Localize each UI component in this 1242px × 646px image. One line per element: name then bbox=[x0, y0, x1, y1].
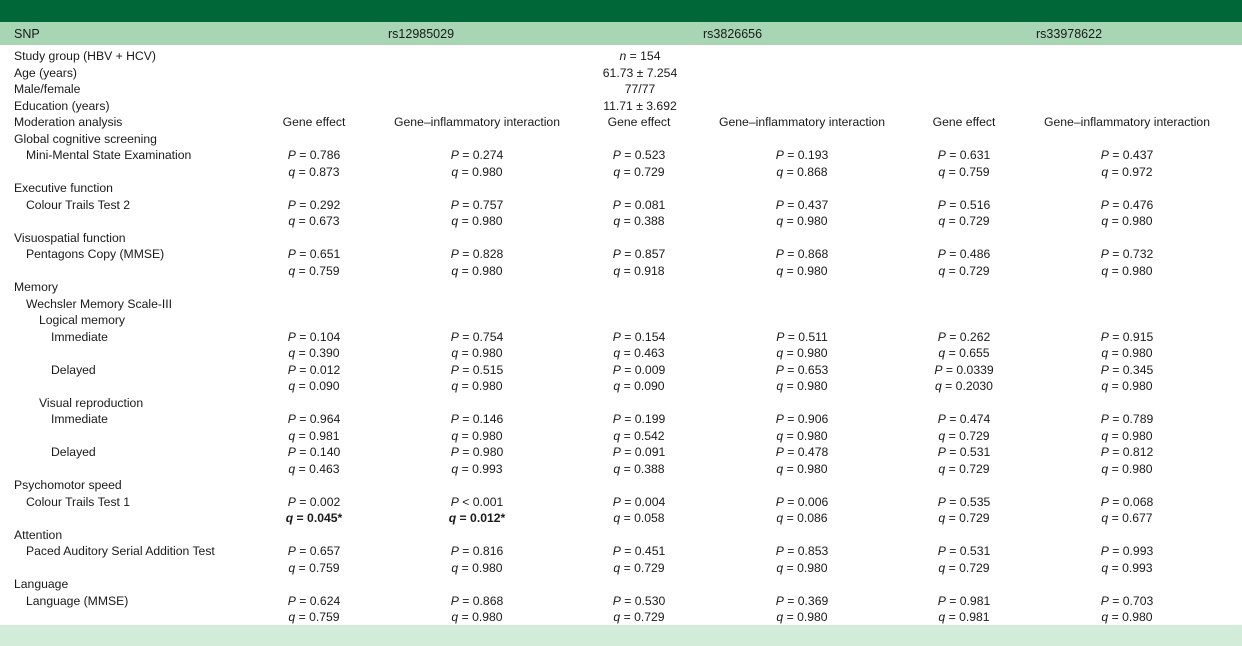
table-bottom-bar bbox=[0, 625, 1242, 646]
moderation-column-header: Gene effect bbox=[282, 115, 346, 129]
demographic-row bbox=[0, 98, 1242, 115]
q-value-row bbox=[0, 164, 1242, 181]
row-label: Wechsler Memory Scale-III bbox=[26, 296, 173, 311]
p-value-row bbox=[0, 329, 1242, 346]
p-value-row bbox=[0, 197, 1242, 214]
q-value-cell: q = 0.759 bbox=[288, 610, 340, 624]
p-value-cell: P = 0.511 bbox=[776, 329, 828, 344]
row-label: Pentagons Copy (MMSE) bbox=[26, 247, 165, 261]
q-value-cell: q = 0.655 bbox=[938, 346, 990, 360]
p-value-cell: P = 0.868 bbox=[775, 247, 829, 261]
moderation-column-header: Gene–inflammatory interaction bbox=[394, 115, 560, 129]
p-value-cell: P = 0.868 bbox=[450, 593, 504, 608]
demographic-row bbox=[0, 65, 1242, 82]
q-value-cell: q = 0.673 bbox=[288, 214, 340, 228]
q-value-cell: q = 0.090 bbox=[613, 379, 665, 393]
p-value-row bbox=[0, 411, 1242, 428]
q-value-cell: q = 0.729 bbox=[613, 560, 665, 575]
row-label: Education (years) bbox=[14, 98, 110, 113]
q-value-cell: q = 0.980 bbox=[776, 461, 828, 476]
moderation-column-header: Gene effect bbox=[607, 115, 671, 129]
q-value-cell: q = 0.980 bbox=[1101, 346, 1153, 360]
p-value-cell: P = 0.262 bbox=[937, 329, 991, 344]
moderation-analysis-row bbox=[0, 114, 1242, 131]
p-value-cell: P = 0.789 bbox=[1100, 412, 1154, 426]
section-label-row bbox=[0, 296, 1242, 313]
section-label-row bbox=[0, 180, 1242, 197]
p-value-cell: P = 0.476 bbox=[1100, 197, 1154, 212]
p-value-cell: P = 0.516 bbox=[937, 197, 991, 212]
p-value-cell: P = 0.292 bbox=[287, 197, 341, 212]
p-value-cell: P = 0.437 bbox=[775, 197, 829, 212]
q-value-cell: q = 0.868 bbox=[776, 164, 828, 179]
q-value-cell: q = 0.058 bbox=[613, 511, 665, 525]
section-label-row bbox=[0, 230, 1242, 247]
row-label: Colour Trails Test 2 bbox=[26, 197, 131, 212]
table-top-bar bbox=[0, 0, 1242, 22]
q-value-cell: q = 0.980 bbox=[1101, 428, 1153, 443]
p-value-cell: P = 0.657 bbox=[287, 544, 341, 558]
p-value-row bbox=[0, 246, 1242, 263]
p-value-row bbox=[0, 543, 1242, 560]
q-value-cell: q = 0.729 bbox=[613, 164, 665, 179]
row-label: Delayed bbox=[51, 445, 96, 459]
q-value-cell: q = 0.980 bbox=[451, 346, 503, 360]
p-value-cell: P = 0.437 bbox=[1100, 148, 1154, 162]
row-label: Study group (HBV + HCV) bbox=[14, 49, 156, 63]
p-value-cell: P = 0.857 bbox=[612, 247, 666, 261]
p-value-cell: P = 0.535 bbox=[937, 494, 991, 509]
moderation-column-header: Gene–inflammatory interaction bbox=[1044, 115, 1210, 129]
section-label-row bbox=[0, 279, 1242, 296]
p-value-cell: P = 0.631 bbox=[937, 148, 991, 162]
p-value-cell: P = 0.812 bbox=[1100, 445, 1154, 459]
q-value-cell: q = 0.980 bbox=[776, 610, 828, 624]
demographic-value: n = 154 bbox=[619, 49, 661, 63]
q-value-cell: q = 0.972 bbox=[1101, 164, 1153, 179]
p-value-cell: P = 0.002 bbox=[287, 494, 341, 509]
section-label-row bbox=[0, 477, 1242, 494]
row-label: Language bbox=[14, 577, 69, 591]
demographic-row bbox=[0, 48, 1242, 65]
section-label-row bbox=[0, 131, 1242, 148]
section-label-row bbox=[0, 395, 1242, 412]
q-value-row bbox=[0, 263, 1242, 280]
table-header-row bbox=[0, 22, 1242, 45]
row-label: Male/female bbox=[14, 82, 81, 96]
row-label: Psychomotor speed bbox=[14, 478, 122, 492]
p-value-cell: P = 0.486 bbox=[937, 247, 991, 261]
q-value-cell: q = 0.980 bbox=[1101, 263, 1153, 278]
q-value-row bbox=[0, 378, 1242, 395]
q-value-cell: q = 0.918 bbox=[613, 263, 665, 278]
p-value-cell: P = 0.451 bbox=[612, 544, 666, 558]
p-value-cell: P = 0.828 bbox=[450, 247, 504, 261]
q-value-cell: q = 0.542 bbox=[613, 428, 665, 443]
row-label: Mini-Mental State Examination bbox=[26, 148, 192, 162]
p-value-cell: P = 0.199 bbox=[612, 412, 666, 426]
p-value-cell: P = 0.274 bbox=[450, 148, 504, 162]
q-value-row bbox=[0, 461, 1242, 478]
p-value-cell: P = 0.146 bbox=[450, 412, 504, 426]
p-value-row bbox=[0, 444, 1242, 461]
row-label: Age (years) bbox=[14, 65, 77, 80]
q-value-cell: q = 0.980 bbox=[776, 379, 828, 393]
q-value-cell: q = 0.729 bbox=[938, 560, 990, 575]
q-value-cell: q = 0.980 bbox=[1101, 379, 1153, 393]
p-value-row bbox=[0, 593, 1242, 610]
q-value-cell: q = 0.980 bbox=[451, 164, 503, 179]
p-value-cell: P = 0.980 bbox=[450, 445, 504, 459]
p-value-cell: P = 0.786 bbox=[287, 148, 341, 162]
p-value-cell: P = 0.515 bbox=[450, 362, 504, 377]
p-value-cell: P = 0.081 bbox=[612, 197, 666, 212]
p-value-cell: P = 0.012 bbox=[287, 362, 341, 377]
row-label: Visuospatial function bbox=[14, 230, 126, 245]
demographic-value: 77/77 bbox=[624, 82, 656, 96]
q-value-cell: q = 0.045* bbox=[285, 511, 343, 525]
q-value-row bbox=[0, 345, 1242, 362]
p-value-row bbox=[0, 147, 1242, 164]
q-value-cell: q = 0.012* bbox=[448, 511, 506, 525]
p-value-cell: P = 0.478 bbox=[775, 445, 829, 459]
q-value-cell: q = 0.729 bbox=[938, 511, 990, 525]
row-label: Attention bbox=[14, 527, 63, 542]
p-value-cell: P = 0.009 bbox=[612, 362, 666, 377]
q-value-cell: q = 0.980 bbox=[451, 379, 503, 393]
moderation-column-header: Gene–inflammatory interaction bbox=[719, 115, 885, 129]
p-value-cell: P = 0.474 bbox=[937, 412, 991, 426]
row-label: Logical memory bbox=[39, 313, 126, 327]
row-label: Moderation analysis bbox=[14, 115, 123, 129]
moderation-column-header: Gene effect bbox=[932, 115, 996, 129]
p-value-cell: P = 0.915 bbox=[1100, 329, 1154, 344]
p-value-cell: P = 0.091 bbox=[612, 445, 666, 459]
p-value-cell: P = 0.154 bbox=[612, 329, 666, 344]
p-value-cell: P = 0.754 bbox=[450, 329, 504, 344]
q-value-cell: q = 0.993 bbox=[451, 461, 503, 476]
p-value-row bbox=[0, 494, 1242, 511]
p-value-cell: P = 0.531 bbox=[937, 445, 991, 459]
q-value-row bbox=[0, 510, 1242, 527]
p-value-cell: P = 0.853 bbox=[775, 544, 829, 558]
p-value-cell: P = 0.523 bbox=[612, 148, 666, 162]
q-value-cell: q = 0.980 bbox=[451, 610, 503, 624]
row-label: Memory bbox=[14, 280, 59, 294]
q-value-cell: q = 0.729 bbox=[613, 610, 665, 624]
p-value-cell: P = 0.068 bbox=[1100, 494, 1154, 509]
q-value-cell: q = 0.980 bbox=[776, 428, 828, 443]
q-value-cell: q = 0.090 bbox=[288, 379, 340, 393]
table-body bbox=[0, 45, 1242, 625]
q-value-cell: q = 0.388 bbox=[613, 214, 665, 228]
q-value-cell: q = 0.729 bbox=[938, 214, 990, 228]
q-value-cell: q = 0.729 bbox=[938, 428, 990, 443]
p-value-cell: P = 0.703 bbox=[1100, 593, 1154, 608]
q-value-cell: q = 0.2030 bbox=[935, 379, 993, 393]
p-value-cell: P = 0.816 bbox=[450, 544, 504, 558]
row-label: Language (MMSE) bbox=[26, 593, 129, 608]
p-value-cell: P = 0.140 bbox=[287, 445, 341, 459]
q-value-cell: q = 0.463 bbox=[613, 346, 665, 360]
q-value-cell: q = 0.390 bbox=[288, 346, 340, 360]
section-label-row bbox=[0, 527, 1242, 544]
p-value-cell: P = 0.345 bbox=[1100, 362, 1154, 377]
demographic-row bbox=[0, 81, 1242, 98]
p-value-cell: P = 0.006 bbox=[775, 494, 829, 509]
snp-header-label: SNP bbox=[14, 27, 40, 41]
q-value-cell: q = 0.759 bbox=[288, 263, 340, 278]
q-value-cell: q = 0.086 bbox=[776, 511, 828, 525]
demographic-value: 11.71 ± 3.692 bbox=[603, 98, 677, 113]
q-value-cell: q = 0.759 bbox=[938, 164, 990, 179]
section-label-row bbox=[0, 576, 1242, 593]
q-value-cell: q = 0.980 bbox=[776, 214, 828, 228]
p-value-cell: P = 0.530 bbox=[612, 593, 666, 608]
p-value-cell: P = 0.0339 bbox=[934, 362, 994, 377]
row-label: Paced Auditory Serial Addition Test bbox=[26, 544, 215, 558]
q-value-cell: q = 0.980 bbox=[776, 263, 828, 278]
q-value-cell: q = 0.980 bbox=[1101, 461, 1153, 476]
snp-header-rs12985029: rs12985029 bbox=[388, 27, 455, 41]
q-value-cell: q = 0.980 bbox=[776, 560, 828, 575]
p-value-cell: P = 0.004 bbox=[612, 494, 666, 509]
q-value-row bbox=[0, 213, 1242, 230]
p-value-cell: P = 0.964 bbox=[287, 412, 341, 426]
p-value-cell: P = 0.906 bbox=[775, 412, 829, 426]
p-value-cell: P = 0.732 bbox=[1100, 247, 1154, 261]
p-value-cell: P = 0.757 bbox=[450, 197, 504, 212]
demographic-value: 61.73 ± 7.254 bbox=[602, 65, 678, 80]
row-label: Global cognitive screening bbox=[14, 131, 157, 146]
q-value-cell: q = 0.980 bbox=[451, 560, 503, 575]
q-value-cell: q = 0.980 bbox=[776, 346, 828, 360]
p-value-cell: P = 0.653 bbox=[775, 362, 829, 377]
snp-header-rs33978622: rs33978622 bbox=[1036, 27, 1103, 41]
p-value-cell: P = 0.981 bbox=[937, 593, 991, 608]
q-value-cell: q = 0.873 bbox=[288, 164, 340, 179]
row-label: Executive function bbox=[14, 181, 113, 195]
q-value-cell: q = 0.993 bbox=[1101, 560, 1153, 575]
q-value-cell: q = 0.980 bbox=[1101, 214, 1153, 228]
q-value-cell: q = 0.759 bbox=[288, 560, 340, 575]
q-value-cell: q = 0.463 bbox=[288, 461, 340, 476]
q-value-row bbox=[0, 609, 1242, 626]
snp-header-rs3826656: rs3826656 bbox=[703, 27, 763, 41]
q-value-cell: q = 0.388 bbox=[613, 461, 665, 476]
row-label: Immediate bbox=[51, 329, 108, 344]
section-label-row bbox=[0, 312, 1242, 329]
row-label: Immediate bbox=[51, 412, 108, 426]
q-value-cell: q = 0.677 bbox=[1101, 511, 1153, 525]
q-value-cell: q = 0.980 bbox=[451, 428, 503, 443]
p-value-cell: P < 0.001 bbox=[450, 494, 504, 509]
p-value-cell: P = 0.651 bbox=[287, 247, 341, 261]
p-value-cell: P = 0.193 bbox=[775, 148, 829, 162]
q-value-cell: q = 0.729 bbox=[938, 263, 990, 278]
q-value-cell: q = 0.981 bbox=[938, 610, 990, 624]
p-value-cell: P = 0.993 bbox=[1100, 544, 1154, 558]
row-label: Delayed bbox=[51, 362, 96, 377]
p-value-cell: P = 0.624 bbox=[287, 593, 341, 608]
p-value-row bbox=[0, 362, 1242, 379]
p-value-cell: P = 0.531 bbox=[937, 544, 991, 558]
p-value-cell: P = 0.104 bbox=[287, 329, 341, 344]
q-value-cell: q = 0.980 bbox=[1101, 610, 1153, 624]
q-value-row bbox=[0, 428, 1242, 445]
q-value-cell: q = 0.981 bbox=[288, 428, 340, 443]
p-value-cell: P = 0.369 bbox=[775, 593, 829, 608]
q-value-cell: q = 0.980 bbox=[451, 263, 503, 278]
q-value-cell: q = 0.980 bbox=[451, 214, 503, 228]
row-label: Visual reproduction bbox=[39, 395, 144, 410]
q-value-row bbox=[0, 560, 1242, 577]
q-value-cell: q = 0.729 bbox=[938, 461, 990, 476]
row-label: Colour Trails Test 1 bbox=[26, 494, 131, 509]
